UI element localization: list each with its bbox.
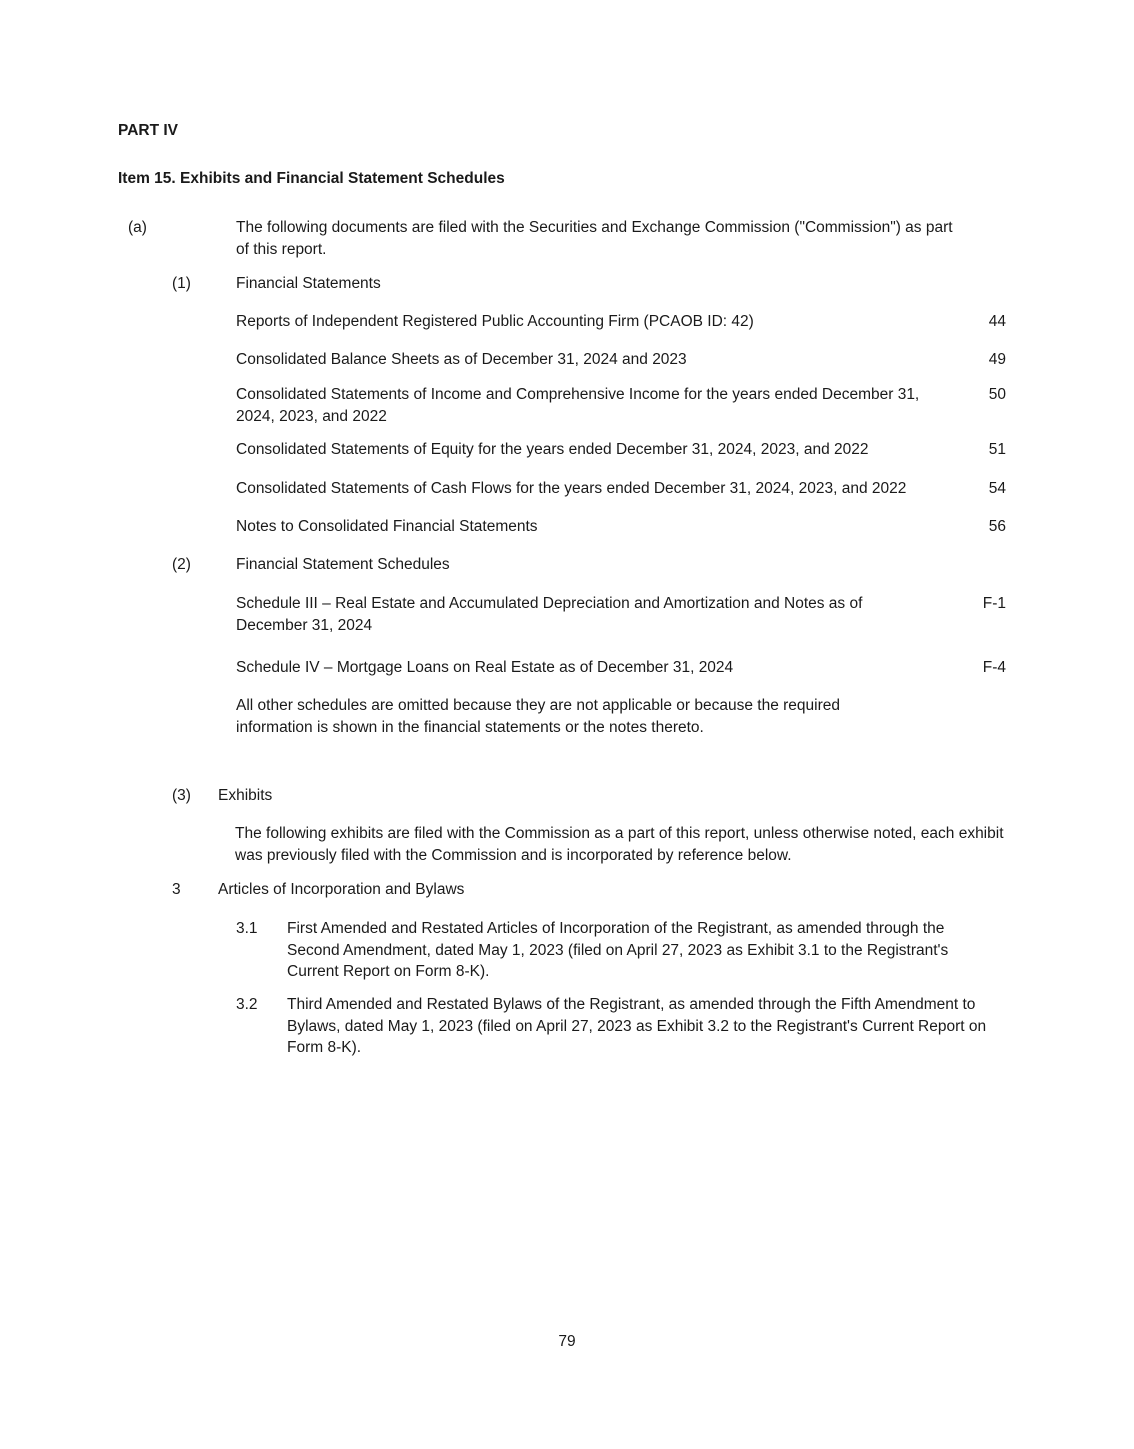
- exhibit-item-number: 3.1: [236, 920, 258, 937]
- financial-statements-title: Financial Statements: [236, 275, 381, 292]
- fs-entry-page: 44: [988, 313, 1006, 330]
- fs-entry-text: Consolidated Statements of Income and Comprehensive Income for the years ended December 31, 2024, 2023, and 2022: [236, 386, 920, 425]
- fs-entry-text: Notes to Consolidated Financial Statements: [236, 518, 538, 535]
- exhibit-group-number: 3: [172, 881, 181, 898]
- fs-entry-page: 51: [988, 441, 1006, 458]
- fs-entry-text: Reports of Independent Registered Public Accounting Firm (PCAOB ID: 42): [236, 313, 754, 330]
- schedules-title: Financial Statement Schedules: [236, 556, 450, 573]
- exhibit-group-title: Articles of Incorporation and Bylaws: [218, 881, 465, 898]
- exhibits-label: (3): [172, 787, 191, 804]
- fs-entry-text: Consolidated Statements of Equity for the years ended December 31, 2024, 2023, and 2022: [236, 441, 869, 458]
- fs-entry-page: 50: [988, 386, 1006, 403]
- exhibit-item-text: First Amended and Restated Articles of Incorporation of the Registrant, as amended through the Second Amendment, dated May 1, 2023 (filed on April 27, 2023 as Exhibit 3.1 to the Registrant's Current Report on Form 8-K).: [287, 920, 949, 980]
- exhibits-intro: The following exhibits are filed with the Commission as a part of this report, unless otherwise noted, each exhibit was previously filed with the Commission and is incorporated by reference below.: [235, 825, 1004, 864]
- schedule-entry-page: F-4: [982, 659, 1006, 676]
- fs-entry-page: 56: [988, 518, 1006, 535]
- schedule-entry-page: F-1: [982, 595, 1006, 612]
- schedules-label: (2): [172, 556, 191, 573]
- fs-entry-text: Consolidated Balance Sheets as of December 31, 2024 and 2023: [236, 351, 687, 368]
- fs-entry-page: 54: [988, 480, 1006, 497]
- section-a-label: (a): [128, 219, 147, 236]
- page-number: 79: [558, 1333, 576, 1350]
- fs-entry-text: Consolidated Statements of Cash Flows for the years ended December 31, 2024, 2023, and 2022: [236, 480, 907, 497]
- exhibit-item-number: 3.2: [236, 996, 258, 1013]
- schedule-entry-text: Schedule III – Real Estate and Accumulated Depreciation and Amortization and Notes as of December 31, 2024: [236, 595, 863, 634]
- part-title: PART IV: [118, 122, 178, 139]
- fs-entry-page: 49: [988, 351, 1006, 368]
- item-title: Item 15. Exhibits and Financial Statement Schedules: [118, 170, 505, 187]
- exhibits-title: Exhibits: [218, 787, 273, 804]
- financial-statements-label: (1): [172, 275, 191, 292]
- schedule-entry-text: Schedule IV – Mortgage Loans on Real Estate as of December 31, 2024: [236, 659, 734, 676]
- section-a-text: The following documents are filed with the Securities and Exchange Commission ("Commission") as part of this report.: [236, 219, 953, 258]
- exhibit-item-text: Third Amended and Restated Bylaws of the Registrant, as amended through the Fifth Amendment to Bylaws, dated May 1, 2023 (filed on April 27, 2023 as Exhibit 3.2 to the Registrant's Current Report on Form 8-K).: [287, 996, 987, 1056]
- schedules-note: All other schedules are omitted because they are not applicable or because the required information is shown in the financial statements or the notes thereto.: [236, 697, 841, 736]
